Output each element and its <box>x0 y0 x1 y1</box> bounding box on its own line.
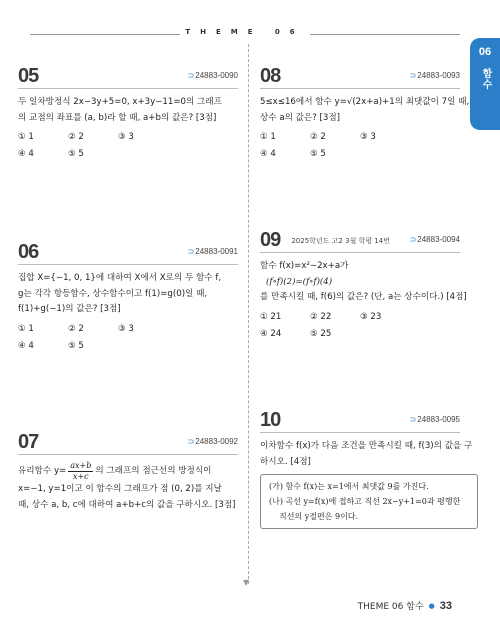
theme-label: THEME 06 <box>185 28 305 36</box>
choice[interactable]: ① 1 <box>18 132 34 142</box>
condition-b-cont: 직선의 y절편은 9이다. <box>279 512 359 521</box>
question-code[interactable]: ⊃24883-0091 <box>187 247 238 256</box>
question-10 <box>260 409 473 529</box>
question-number: 10 <box>260 409 281 431</box>
question-06 <box>18 242 238 353</box>
footer-text: THEME 06 함수 <box>357 602 424 612</box>
question-rule <box>18 264 238 265</box>
choice[interactable]: ④ 24 <box>260 328 282 339</box>
question-code[interactable]: ⊃24883-0095 <box>409 415 460 424</box>
question-05 <box>18 66 238 161</box>
composite-formula: (f∘f)(2)=(f∘f)(4) <box>266 276 333 287</box>
question-code[interactable]: ⊃24883-0094 <box>409 235 460 244</box>
conditions-box <box>260 474 478 529</box>
question-08 <box>260 65 470 161</box>
question-source: 2025학년도 고2 3월 학평 14번 <box>291 237 390 245</box>
question-text: 5≤x≤16에서 함수 y=√(2x+a)+1의 최댓값이 7일 때, 상수 a의 값은? [3점] <box>260 97 470 123</box>
choice[interactable]: ③ 3 <box>118 323 134 334</box>
choice[interactable]: ③ 3 <box>360 132 376 142</box>
choice[interactable]: ② 2 <box>68 323 84 334</box>
question-rule <box>260 88 460 89</box>
column-divider <box>248 44 249 584</box>
rational-function-line: 유리함수 y= $\frac{ax+b}{x+c}$ 의 그래프의 점근선의 방정식이 <box>18 461 212 481</box>
choice[interactable]: ⑤ 25 <box>310 328 332 339</box>
condition-b: (나) 곡선 y=f(x)에 접하고 직선 2x−y+1=0과 평행한 <box>269 497 461 506</box>
choice[interactable]: ② 2 <box>310 132 326 142</box>
question-number: 06 <box>18 241 39 263</box>
chapter-side-tab[interactable] <box>470 38 500 130</box>
condition-a: (가) 함수 f(x)는 x=1에서 최댓값 9를 가진다. <box>269 482 429 491</box>
question-number: 05 <box>18 65 39 87</box>
answer-choices <box>260 130 460 161</box>
question-rule <box>18 88 238 89</box>
choice[interactable]: ① 1 <box>260 132 276 142</box>
choice[interactable]: ④ 4 <box>260 149 276 159</box>
chapter-number: 06 <box>478 46 492 58</box>
choice[interactable]: ④ 4 <box>18 149 34 159</box>
question-text: 유리함수 y= $\frac{ax+b}{x+c}$ 의 그래프의 점근선의 방정식이 x=−1, y=1이고 이 함수의 그래프가 점 (0, 2)를 지날 때, 상수 a, b, c에 대하여 a+b+c의 값을 구하시오. [3점] <box>18 461 238 513</box>
question-number: 07 <box>18 431 39 453</box>
link-icon: ⊃ <box>409 71 417 80</box>
question-text: 집합 X={−1, 0, 1}에 대하여 X에서 X로의 두 함수 f, g는 각각 항등함수, 상수함수이고 f(1)=g(0)일 때, f(1)+g(−1)의 값은? [3점] <box>18 273 222 314</box>
page-header <box>30 28 460 40</box>
choice[interactable]: ⑤ 5 <box>68 340 84 351</box>
question-code[interactable]: ⊃24883-0092 <box>187 437 238 446</box>
question-text: 이차함수 f(x)가 다음 조건을 만족시킬 때, f(3)의 값을 구 하시오. [4점] <box>260 441 473 467</box>
choice[interactable]: ③ 3 <box>118 132 134 142</box>
answer-choices <box>18 130 238 161</box>
link-icon: ⊃ <box>187 437 195 446</box>
question-text: 두 일차방정식 2x−3y+5=0, x+3y−11=0의 그래프 의 교점의 좌표를 (a, b)라 할 때, a+b의 값은? [3점] <box>18 97 222 123</box>
choice[interactable]: ④ 4 <box>18 340 34 351</box>
question-number: 09 <box>260 229 281 251</box>
question-code[interactable]: ⊃24883-0093 <box>409 71 460 80</box>
choice[interactable]: ② 22 <box>310 311 332 322</box>
question-rule <box>260 252 460 253</box>
link-icon: ⊃ <box>187 247 195 256</box>
page-footer <box>358 599 452 612</box>
choice[interactable]: ⑤ 5 <box>68 149 84 159</box>
page-number: 33 <box>439 599 452 612</box>
choice[interactable]: ② 2 <box>68 132 84 142</box>
link-icon: ⊃ <box>409 235 417 244</box>
answer-choices <box>18 322 238 353</box>
question-rule <box>260 432 460 433</box>
choice[interactable]: ③ 23 <box>360 311 382 322</box>
link-icon: ⊃ <box>409 415 417 424</box>
question-09 <box>260 229 467 341</box>
choice[interactable]: ⑤ 5 <box>310 149 326 159</box>
bullet-icon: ● <box>428 601 435 610</box>
question-code[interactable]: ⊃24883-0090 <box>187 71 238 80</box>
chapter-title: 함수 <box>480 68 491 90</box>
question-rule <box>18 454 238 455</box>
header-rule-right <box>310 34 460 35</box>
answer-choices <box>260 310 460 341</box>
choice[interactable]: ① 1 <box>18 323 34 334</box>
question-text: 함수 f(x)=x²−2x+a가 (f∘f)(2)=(f∘f)(4) 를 만족시킬 때, f(6)의 값은? (단, a는 상수이다.) [4점] <box>260 261 467 302</box>
link-icon: ⊃ <box>187 71 195 80</box>
question-07 <box>18 432 238 513</box>
fraction: $\frac{ax+b}{x+c}$ <box>70 461 92 481</box>
choice[interactable]: ① 21 <box>260 311 282 322</box>
divider-arrow-icon: ▼ <box>243 578 250 587</box>
question-number: 08 <box>260 65 281 87</box>
